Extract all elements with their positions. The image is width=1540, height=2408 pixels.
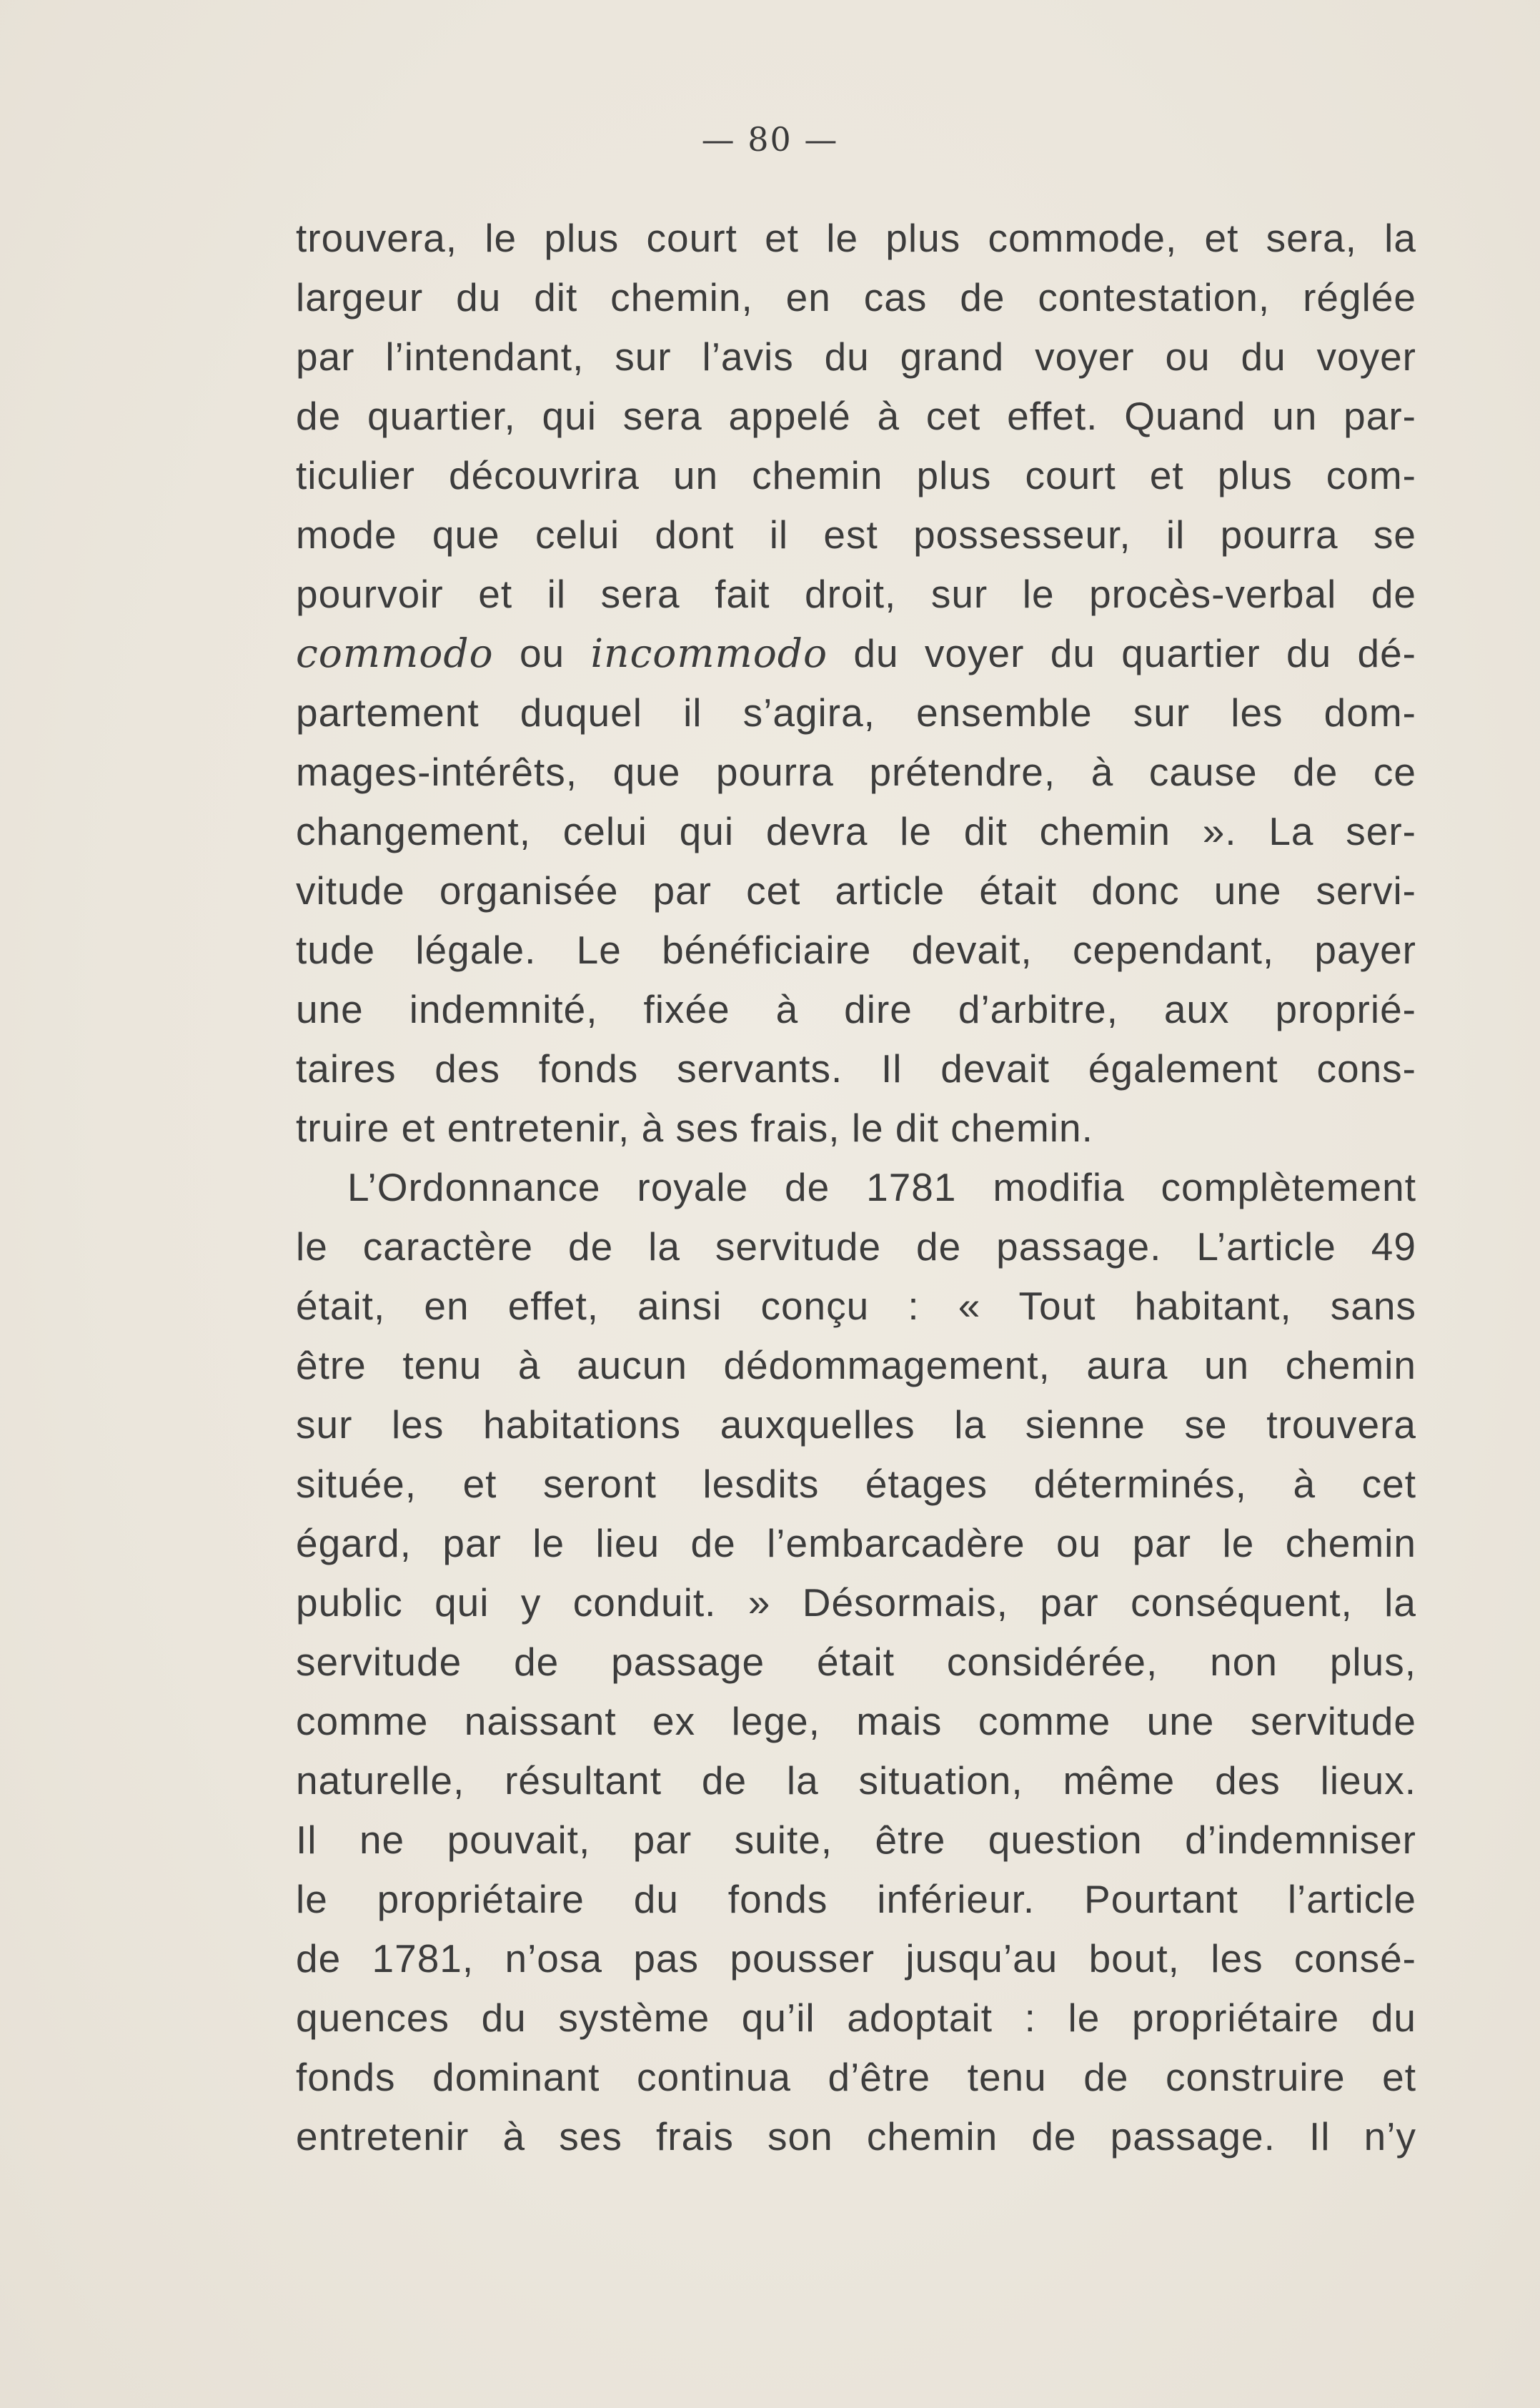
- text-line: par l’intendant, sur l’avis du grand voyer ou du voyer: [296, 335, 1416, 379]
- text-line: située, et seront lesdits étages déterminés, à cet: [296, 1462, 1416, 1506]
- text-line: être tenu à aucun dédommagement, aura un chemin: [296, 1343, 1416, 1387]
- text-line: tude légale. Le bénéficiaire devait, cependant, payer: [296, 928, 1416, 972]
- text-line: servitude de passage était considérée, non plus,: [296, 1640, 1416, 1684]
- text-line: était, en effet, ainsi conçu : « Tout habitant, sans: [296, 1284, 1416, 1328]
- text-line: naturelle, résultant de la situation, même des lieux.: [296, 1758, 1416, 1803]
- text-line: trouvera, le plus court et le plus commode, et sera, la: [296, 216, 1416, 260]
- text-line: de 1781, n’osa pas pousser jusqu’au bout, les consé-: [296, 1936, 1416, 1981]
- text-line: pourvoir et il sera fait droit, sur le procès-verbal de: [296, 572, 1416, 616]
- text-line: quences du système qu’il adoptait : le propriétaire du: [296, 1996, 1416, 2040]
- text-line: truire et entretenir, à ses frais, le dit chemin.: [296, 1106, 1093, 1150]
- text-line: de quartier, qui sera appelé à cet effet. Quand un par-: [296, 394, 1416, 438]
- text-line: fonds dominant continua d’être tenu de construire et: [296, 2055, 1416, 2099]
- text-line: le propriétaire du fonds inférieur. Pourtant l’article: [296, 1877, 1416, 1921]
- text-line: public qui y conduit. » Désormais, par conséquent, la: [296, 1580, 1416, 1625]
- text-span: du voyer du quartier du dé-: [828, 631, 1416, 675]
- text-line: partement duquel il s’agira, ensemble sur les dom-: [296, 690, 1416, 735]
- body-text: [296, 209, 1416, 2166]
- text-line: une indemnité, fixée à dire d’arbitre, aux proprié-: [296, 987, 1416, 1031]
- page-number: — 80 —: [701, 120, 839, 159]
- text-line: le caractère de la servitude de passage. L’article 49: [296, 1224, 1416, 1269]
- text-line: égard, par le lieu de l’embarcadère ou par le chemin: [296, 1521, 1416, 1565]
- text-line: entretenir à ses frais son chemin de passage. Il n’y: [296, 2114, 1416, 2159]
- italic-term: commodo: [296, 630, 494, 676]
- text-line: largeur du dit chemin, en cas de contestation, réglée: [296, 275, 1416, 319]
- text-line: comme naissant ex lege, mais comme une servitude: [296, 1699, 1416, 1743]
- text-line: mages-intérêts, que pourra prétendre, à cause de ce: [296, 750, 1416, 794]
- italic-term: incommodo: [590, 630, 828, 676]
- text-line: Il ne pouvait, par suite, être question d’indemniser: [296, 1818, 1416, 1862]
- text-line: sur les habitations auxquelles la sienne se trouvera: [296, 1402, 1416, 1447]
- text-line: mode que celui dont il est possesseur, il pourra se: [296, 512, 1416, 557]
- text-line: changement, celui qui devra le dit chemin ». La ser-: [296, 809, 1416, 853]
- text-line-italic: [296, 624, 1416, 683]
- text-line-paragraph-start: L’Ordonnance royale de 1781 modifia complètement: [347, 1165, 1416, 1209]
- text-line: ticulier découvrira un chemin plus court et plus com-: [296, 453, 1416, 497]
- text-span: ou: [493, 631, 591, 675]
- text-line: vitude organisée par cet article était donc une servi-: [296, 868, 1416, 913]
- text-line: taires des fonds servants. Il devait également cons-: [296, 1046, 1416, 1091]
